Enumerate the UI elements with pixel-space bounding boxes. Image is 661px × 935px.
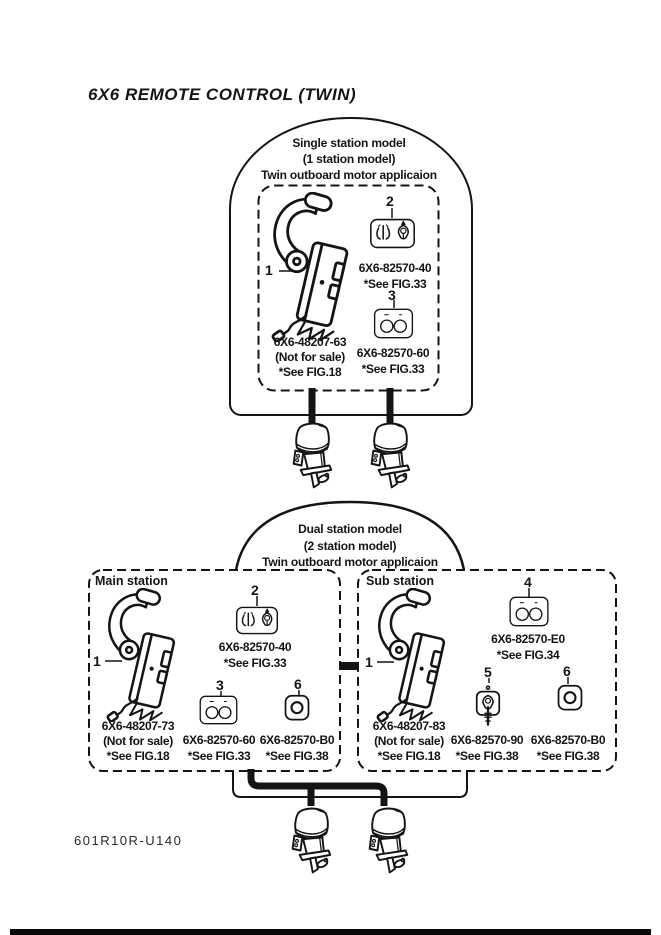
two-switch-panel-part-number xyxy=(333,346,453,377)
ref-label-key-panel: 2 xyxy=(386,193,394,209)
part-number: 6X6-48207-83 xyxy=(372,719,446,733)
harness-thick-line xyxy=(251,769,384,806)
part-number: 6X6-48207-73 xyxy=(101,719,175,733)
header-line: (2 station model) xyxy=(303,538,397,553)
fig-reference: *See FIG.38 xyxy=(455,748,519,763)
two-switch-panel-part-number xyxy=(468,632,588,663)
fig-reference: *See FIG.18 xyxy=(106,749,170,763)
page-title: 6X6 REMOTE CONTROL (TWIN) xyxy=(88,85,357,104)
single-switch-icon xyxy=(556,684,584,714)
fig-reference: *See FIG.33 xyxy=(187,748,251,763)
part-number: 6X6-82570-60 xyxy=(182,733,256,747)
two-switch-panel-icon xyxy=(368,308,419,339)
key-panel-icon xyxy=(369,218,416,249)
fig-reference: *See FIG.33 xyxy=(223,656,287,670)
single-switch-icon xyxy=(283,694,311,724)
ref-label-two-switch-panel: 3 xyxy=(216,677,224,693)
part-number: 6X6-82570-60 xyxy=(356,346,430,360)
key-panel-part-number xyxy=(195,639,315,671)
header-line: Twin outboard motor applicaion xyxy=(262,555,438,569)
single-switch-part-number xyxy=(508,733,628,764)
outboard-motor-illustration xyxy=(283,805,339,889)
ref-label-two-switch-panel: 4 xyxy=(524,574,532,590)
fig-reference: *See FIG.34 xyxy=(496,647,560,662)
part-number: 6X6-82570-90 xyxy=(450,733,524,747)
sub-station-label: Sub station xyxy=(366,574,435,588)
part-note: (Not for sale) xyxy=(103,734,173,748)
part-number: 6X6-82570-B0 xyxy=(259,733,335,747)
part-number: 6X6-82570-E0 xyxy=(491,632,565,646)
fig-reference: *See FIG.38 xyxy=(536,748,600,763)
outboard-motor-illustration xyxy=(362,420,418,504)
fig-reference: *See FIG.18 xyxy=(377,749,441,763)
part-number: 6X6-82570-B0 xyxy=(530,733,606,747)
part-number: 6X6-82570-40 xyxy=(218,640,292,654)
page-bottom-edge-bar xyxy=(10,929,651,935)
remote-control-illustration xyxy=(368,588,452,722)
single-station-header xyxy=(229,135,469,183)
header-line: Dual station model xyxy=(298,522,402,536)
key-panel-icon xyxy=(235,606,279,635)
part-note: (Not for sale) xyxy=(275,350,345,364)
outboard-motor-illustration xyxy=(360,805,416,889)
fig-reference: *See FIG.18 xyxy=(278,365,342,379)
drawing-code: 601R10R-U140 xyxy=(74,833,183,848)
ref-label-key-switch: 5 xyxy=(484,664,492,680)
fig-reference: *See FIG.38 xyxy=(265,748,329,763)
two-switch-panel-icon xyxy=(507,596,551,627)
ref-label-control: 1 xyxy=(265,262,273,278)
dual-station-header xyxy=(240,521,460,571)
single-switch-part-number xyxy=(237,733,357,764)
part-number: 6X6-48207-63 xyxy=(273,335,347,349)
main-station-label: Main station xyxy=(95,574,168,588)
remote-control-illustration xyxy=(98,588,182,722)
ref-label-single-switch: 6 xyxy=(563,663,571,679)
part-note: (Not for sale) xyxy=(374,734,444,748)
part-number: 6X6-82570-40 xyxy=(358,261,432,275)
outboard-motor-illustration xyxy=(284,420,340,504)
two-switch-panel-icon xyxy=(196,695,241,725)
key-switch-icon xyxy=(475,681,501,730)
header-line: (1 station model) xyxy=(302,152,396,166)
ref-label-control: 1 xyxy=(93,653,101,669)
ref-label-single-switch: 6 xyxy=(294,676,302,692)
fig-reference: *See FIG.33 xyxy=(363,277,427,291)
ref-label-two-switch-panel: 3 xyxy=(388,287,396,303)
header-line: Single station model xyxy=(292,136,406,150)
ref-label-control: 1 xyxy=(365,654,373,670)
header-line: Twin outboard motor applicaion xyxy=(261,168,437,182)
ref-label-key-panel: 2 xyxy=(251,582,259,598)
fig-reference: *See FIG.33 xyxy=(361,361,425,376)
